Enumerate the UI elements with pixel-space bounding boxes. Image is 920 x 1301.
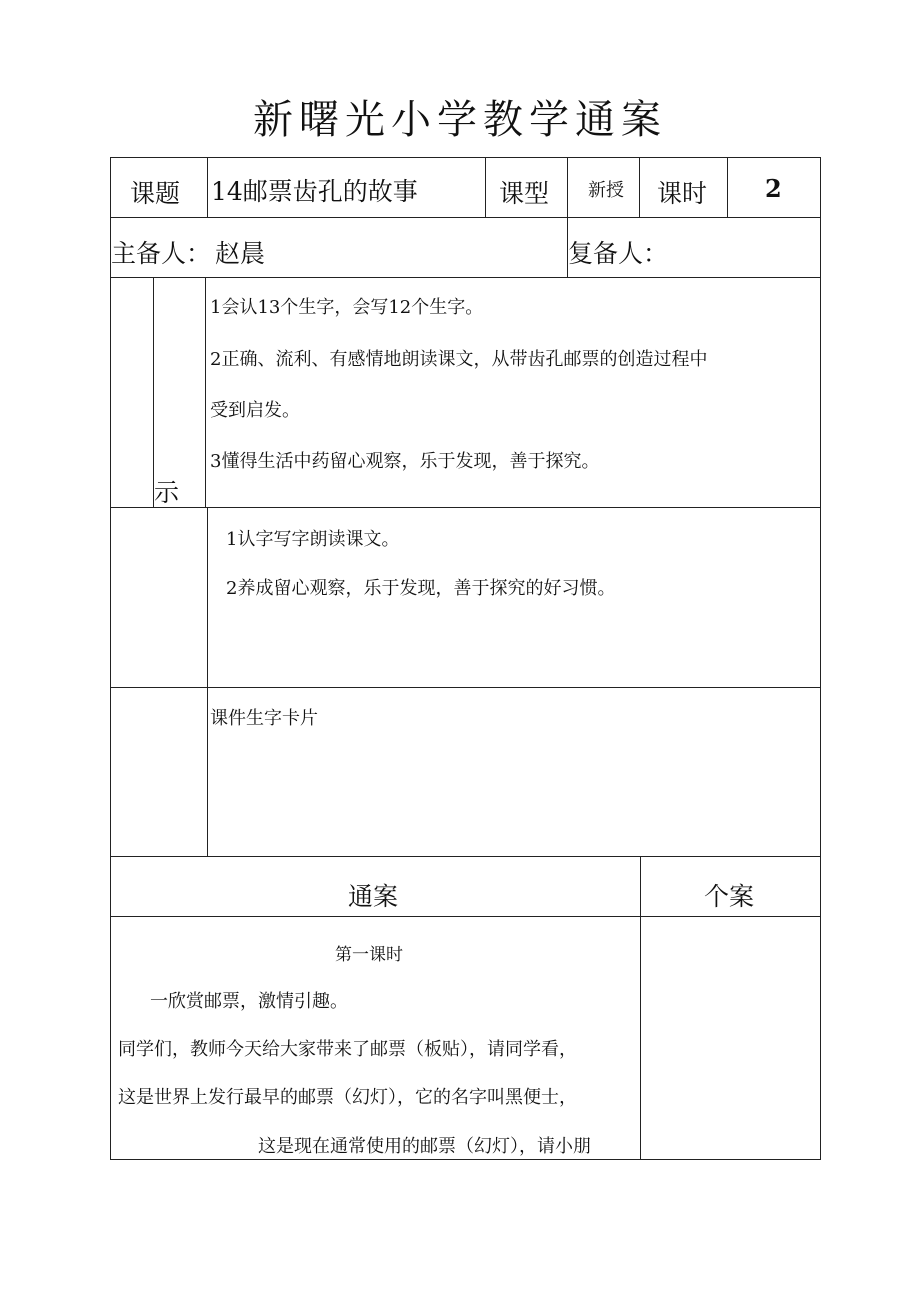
type-label: 课型	[499, 179, 550, 208]
type-value: 新授	[588, 180, 624, 201]
goals-side-label: 示	[154, 478, 180, 507]
key-point-line: 2养成留心观察，乐于发现，善于探究的好习惯。	[226, 578, 616, 599]
key-point-line: 1认字写字朗读课文。	[226, 529, 400, 550]
main-preparer-label: 主备人：	[111, 239, 212, 268]
individual-plan-header: 个案	[704, 882, 755, 911]
col-divider	[567, 157, 568, 217]
goal-line: 受到启发。	[210, 400, 300, 421]
topic-value: 14邮票齿孔的故事	[211, 177, 418, 206]
row-divider	[110, 217, 821, 218]
goal-line: 2正确、流利、有感情地朗读课文，从带齿孔邮票的创造过程中	[210, 349, 708, 370]
row-divider	[110, 277, 821, 278]
row-divider	[110, 507, 821, 508]
page-title: 新曙光小学教学通案	[253, 97, 667, 143]
plan-line: 一欣赏邮票，激情引趣。	[150, 991, 348, 1012]
table-border-top	[110, 157, 821, 158]
prep-text: 课件生字卡片	[210, 708, 318, 729]
hours-label: 课时	[657, 179, 708, 208]
main-preparer-value: 赵晨	[215, 239, 266, 268]
goal-line: 1会认13个生字，会写12个生字。	[210, 297, 484, 318]
col-divider	[205, 277, 206, 507]
col-divider	[639, 157, 640, 217]
table-border-right	[820, 157, 821, 1160]
topic-label: 课题	[130, 179, 181, 208]
plan-line: 同学们，教师今天给大家带来了邮票（板贴），请同学看，	[118, 1039, 577, 1060]
col-divider	[640, 856, 641, 1159]
table-border-left	[110, 157, 111, 1160]
hours-value: 2	[765, 174, 782, 203]
col-divider	[207, 157, 208, 217]
goal-line: 3懂得生活中药留心观察，乐于发现，善于探究。	[210, 451, 600, 472]
re-preparer-label: 复备人：	[568, 239, 669, 268]
col-divider	[727, 157, 728, 217]
table-border-bottom	[110, 1159, 821, 1160]
plan-line: 这是现在通常使用的邮票（幻灯），请小朋	[258, 1136, 591, 1157]
col-divider	[207, 507, 208, 856]
row-divider	[110, 687, 821, 688]
plan-line: 这是世界上发行最早的邮票（幻灯），它的名字叫黑便士，	[118, 1087, 577, 1108]
lesson-title: 第一课时	[335, 945, 403, 965]
general-plan-header: 通案	[348, 882, 399, 911]
row-divider	[110, 856, 821, 857]
col-divider	[485, 157, 486, 217]
row-divider	[110, 916, 821, 917]
